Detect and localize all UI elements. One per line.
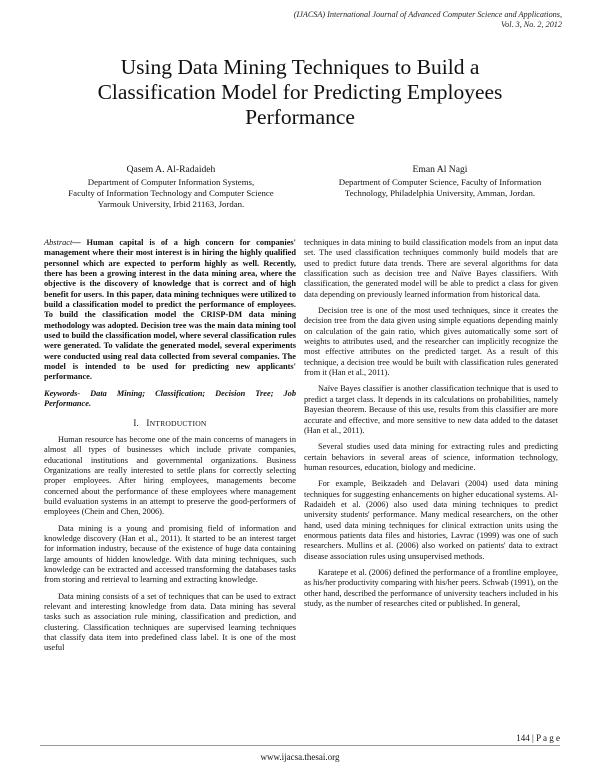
paragraph: Data mining consists of a set of techniques that can be used to extract relevant and interesting knowledge from data. Data mining has several tasks such as association rule mining, classification and prediction, and clustering. Classification techniques are supervised learning techniques that classify data item into predefined class label. It is one of the most useful	[44, 591, 296, 653]
page-number: 144 | P a g e	[516, 733, 560, 743]
section-initial: I	[146, 417, 150, 428]
footer-divider	[40, 745, 560, 746]
author-affiliation: Department of Computer Information Systems,	[87, 177, 255, 187]
keywords: Keywords- Data Mining; Classification; Decision Tree; Job Performance.	[44, 388, 296, 409]
journal-volume: Vol. 3, No. 2, 2012	[501, 20, 562, 29]
author-block-1	[40, 164, 302, 210]
journal-header	[202, 10, 562, 30]
journal-name: (IJACSA) International Journal of Advanced Computer Science and Applications,	[293, 10, 562, 19]
abstract-label: Abstract	[44, 238, 73, 247]
author-affiliation: Faculty of Information Technology and Computer Science	[68, 188, 274, 198]
paragraph: techniques in data mining to build classification models from an input data set. The used classification techniques commonly build models that are used to predict future data trends. There are several algorithms for data classification such as decision tree and Naïve Bayes classifiers. With classification, the generated model will be able to predict a class for given data depending on previously learned information from historical data.	[304, 238, 558, 299]
paragraph: Human resource has become one of the main concerns of managers in almost all types of businesses which include private companies, educational institutions and governmental organizations. Business Organizations are really interested to settle plans for correctly selecting proper employees. After hiring employees, managements become concerned about the performance of these employees where management build evaluation systems in an attempt to preserve the good-performers of employees (Chein and Chen, 2006).	[44, 434, 296, 517]
paper-title: Using Data Mining Techniques to Build a Classification Model for Predicting Employees Performance	[97, 55, 503, 129]
author-name: Eman Al Nagi	[412, 164, 468, 175]
left-column	[44, 238, 296, 660]
section-number: I.	[133, 417, 140, 428]
paragraph: Karatepe et al. (2006) defined the performance of a frontline employee, as his/her productivity comparing with his/her peers. Schwab (1991), on the other hand, described the performance of university teachers included in his study, as the number of researches cited or published. In general,	[304, 567, 558, 608]
journal-url: www.ijacsa.thesai.org	[260, 752, 340, 762]
author-block-2	[300, 164, 580, 199]
paragraph: For example, Beikzadeh and Delavari (2004) used data mining techniques for suggesting enhancements on higher educational systems. Al-Radaideh et al. (2006) also used data mining techniques to predict university students' performance. Many medical researchers, on the other hand, used data mining techniques for clinical extraction units using the enormous patients data files and histories, Lavrac (1999) was one of such researchers. Mullins et al. (2006) also worked on patients' data to extract disease association rules using unsupervised methods.	[304, 479, 558, 561]
paragraph: Decision tree is one of the most used techniques, since it creates the decision tree from the data given using simple equations depending mainly on calculation of the gain ratio, which gives automatically some sort of weights to attributes used, and the researcher can implicitly recognize the most effective attributes on the predicted target. As a result of this technique, a decision tree would be built with classification rules generated from it (Han et al., 2011).	[304, 306, 558, 378]
section-heading	[44, 418, 296, 429]
abstract-text: — Human capital is of a high concern for companies' management where their most interest is in hiring the highly qualified personnel which are expected to perform highly as well. Recently, there has been a growing interest in the data mining area, where the objective is the discovery of knowledge that is correct and of high benefit for users. In this paper, data mining techniques were utilized to build a classification model to predict the performance of employees. To build the classification model the CRISP-DM data mining methodology was adopted. Decision tree was the main data mining tool used to build the classification model, where several classification rules were generated. To validate the generated model, several experiments were conducted using real data collected from several companies. The model is intended to be used for predicting new applicants' performance.	[44, 238, 296, 382]
author-affiliation: Department of Computer Science, Faculty of Information	[338, 177, 542, 187]
abstract	[44, 238, 296, 383]
author-affiliation: Yarmouk University, Irbid 21163, Jordan.	[97, 199, 245, 209]
paragraph: Data mining is a young and promising field of information and knowledge discovery (Han et al., 2011). It started to be an interest target for information industry, because of the existence of huge data containing large amounts of hidden knowledge. With data mining techniques, such knowledge can be extracted and accessed transforming the databases tasks from storing and retrieval to learning and extracting knowledge.	[44, 523, 296, 585]
section-title-rest: NTRODUCTION	[149, 418, 207, 428]
paragraph: Several studies used data mining for extracting rules and predicting certain behaviors in several areas of science, information technology, human resources, education, biology and medicine.	[304, 442, 558, 472]
author-name: Qasem A. Al-Radaideh	[126, 164, 216, 175]
author-affiliation: Technology, Philadelphia University, Amman, Jordan.	[344, 188, 536, 198]
paragraph: Naïve Bayes classifier is another classification technique that is used to predict a target class. It depends in its calculations on probabilities, namely Bayesian theorem. Because of this use, results from this classifier are more accurate and effective, and more sensitive to new data added to the dataset (Han et al., 2011).	[304, 384, 558, 435]
right-column	[304, 238, 558, 615]
